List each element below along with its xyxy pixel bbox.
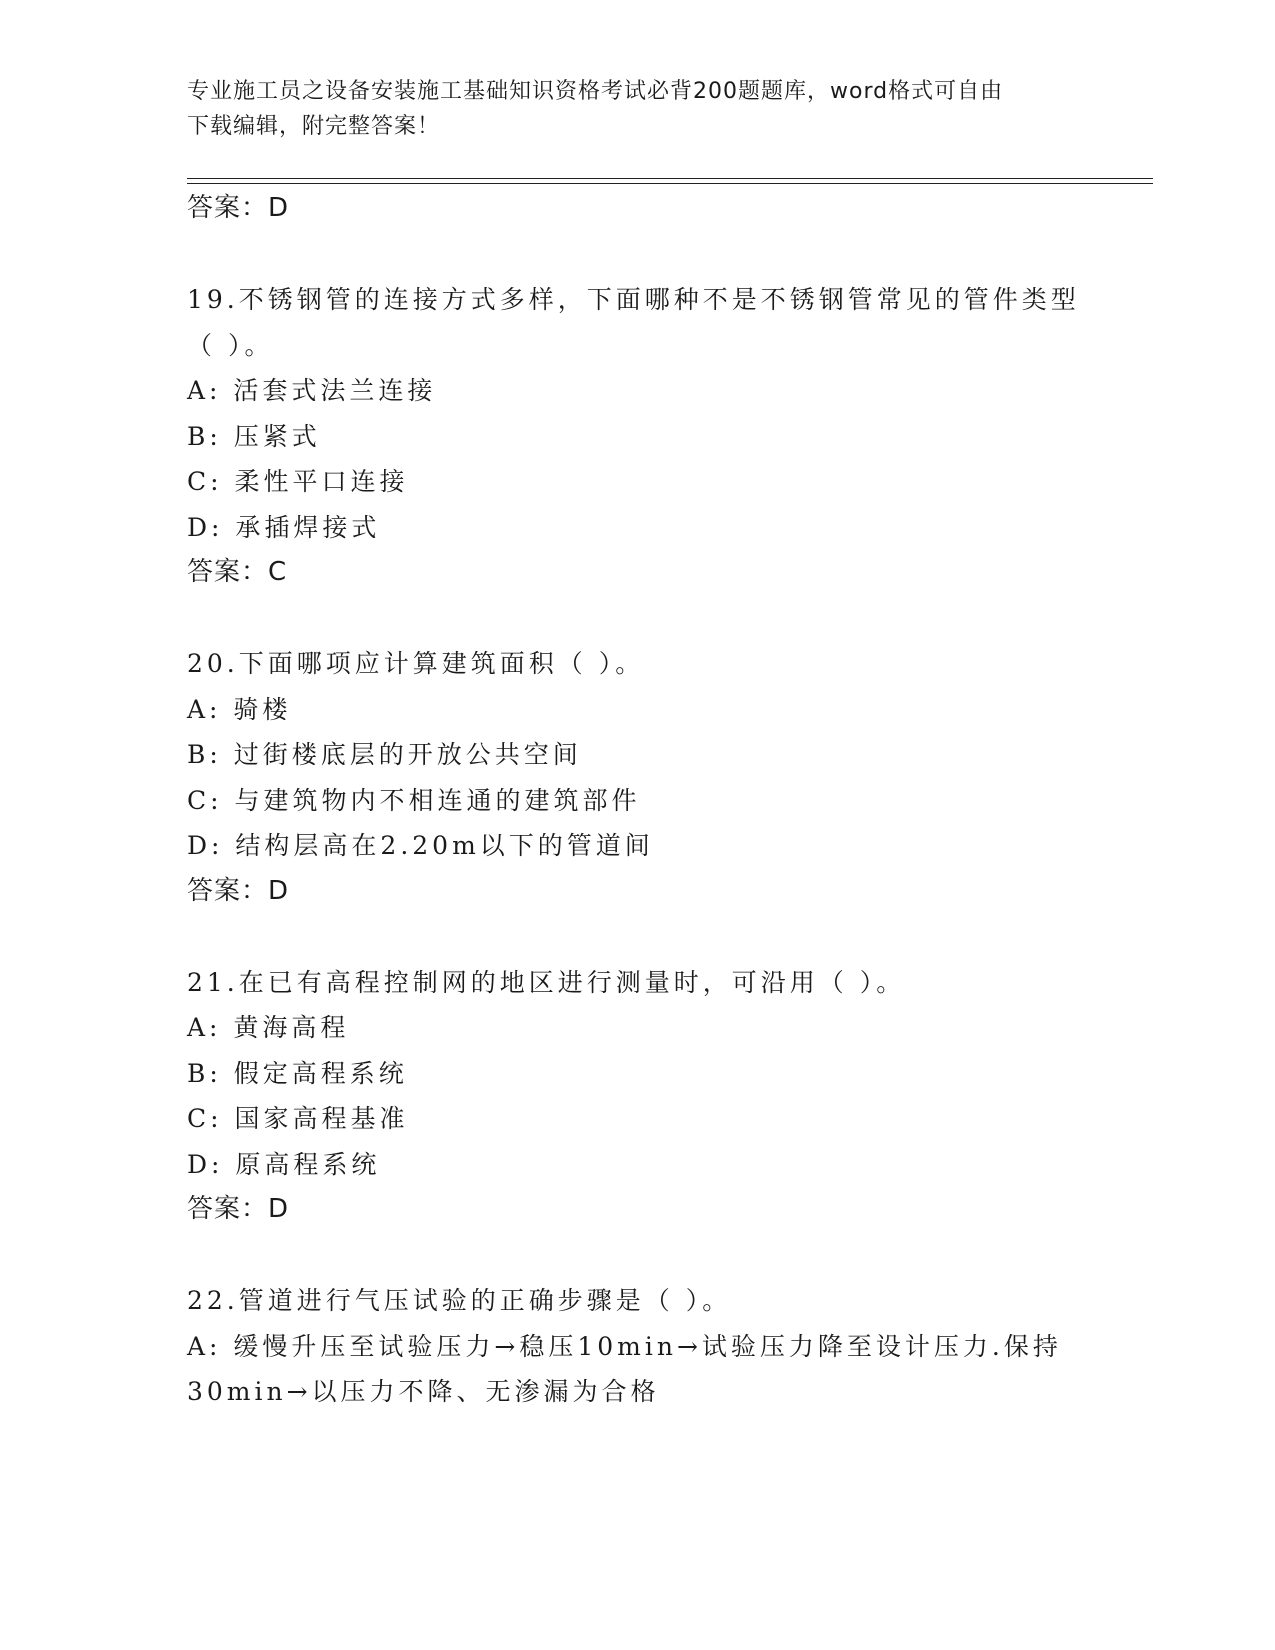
question-stem: 22.管道进行气压试验的正确步骤是（ ）。 [187,1286,732,1315]
document-header [187,74,1067,144]
header-rule-bottom [187,183,1153,184]
spacer [187,596,1087,642]
option-d: D: 原高程系统 [187,1149,381,1179]
option-b: B: 压紧式 [187,421,321,451]
answer: 答案：D [187,1194,290,1224]
previous-answer: 答案：D [187,193,290,223]
spacer [187,1233,1087,1279]
question-stem: 20.下面哪项应计算建筑面积（ ）。 [187,649,645,678]
question-21 [187,960,1087,1233]
option-c: C: 柔性平口连接 [187,467,409,496]
header-rule-top [187,178,1153,179]
option-c: C: 国家高程基准 [187,1104,409,1133]
option-a: A: 活套式法兰连接 [187,376,437,405]
answer: 答案：C [187,557,288,587]
question-19 [187,277,1087,596]
option-a: A: 黄海高程 [187,1013,350,1042]
option-b: B: 假定高程系统 [187,1058,408,1088]
option-d: D: 结构层高在2.20m以下的管道间 [187,831,654,860]
header-line-2: 下载编辑，附完整答案！ [187,114,441,139]
question-20 [187,641,1087,914]
option-a: A: 骑楼 [187,694,292,724]
question-content [187,186,1087,1415]
question-stem: （ ）。 [187,330,274,360]
option-a-continued: 30min→以压力不降、无渗漏为合格 [187,1377,660,1406]
option-a: A: 缓慢升压至试验压力→稳压10min→试验压力降至设计压力.保持 [187,1331,1062,1361]
option-c: C: 与建筑物内不相连通的建筑部件 [187,785,641,815]
option-b: B: 过街楼底层的开放公共空间 [187,740,582,769]
spacer [187,914,1087,960]
option-d: D: 承插焊接式 [187,512,381,542]
question-stem: 19.不锈钢管的连接方式多样，下面哪种不是不锈钢管常见的管件类型 [187,285,1080,314]
spacer [187,232,1087,278]
question-stem: 21.在已有高程控制网的地区进行测量时，可沿用（ ）。 [187,967,906,997]
answer: 答案：D [187,875,290,906]
header-line-1: 专业施工员之设备安装施工基础知识资格考试必背200题题库，word格式可自由 [187,79,1004,104]
question-22 [187,1278,1087,1415]
